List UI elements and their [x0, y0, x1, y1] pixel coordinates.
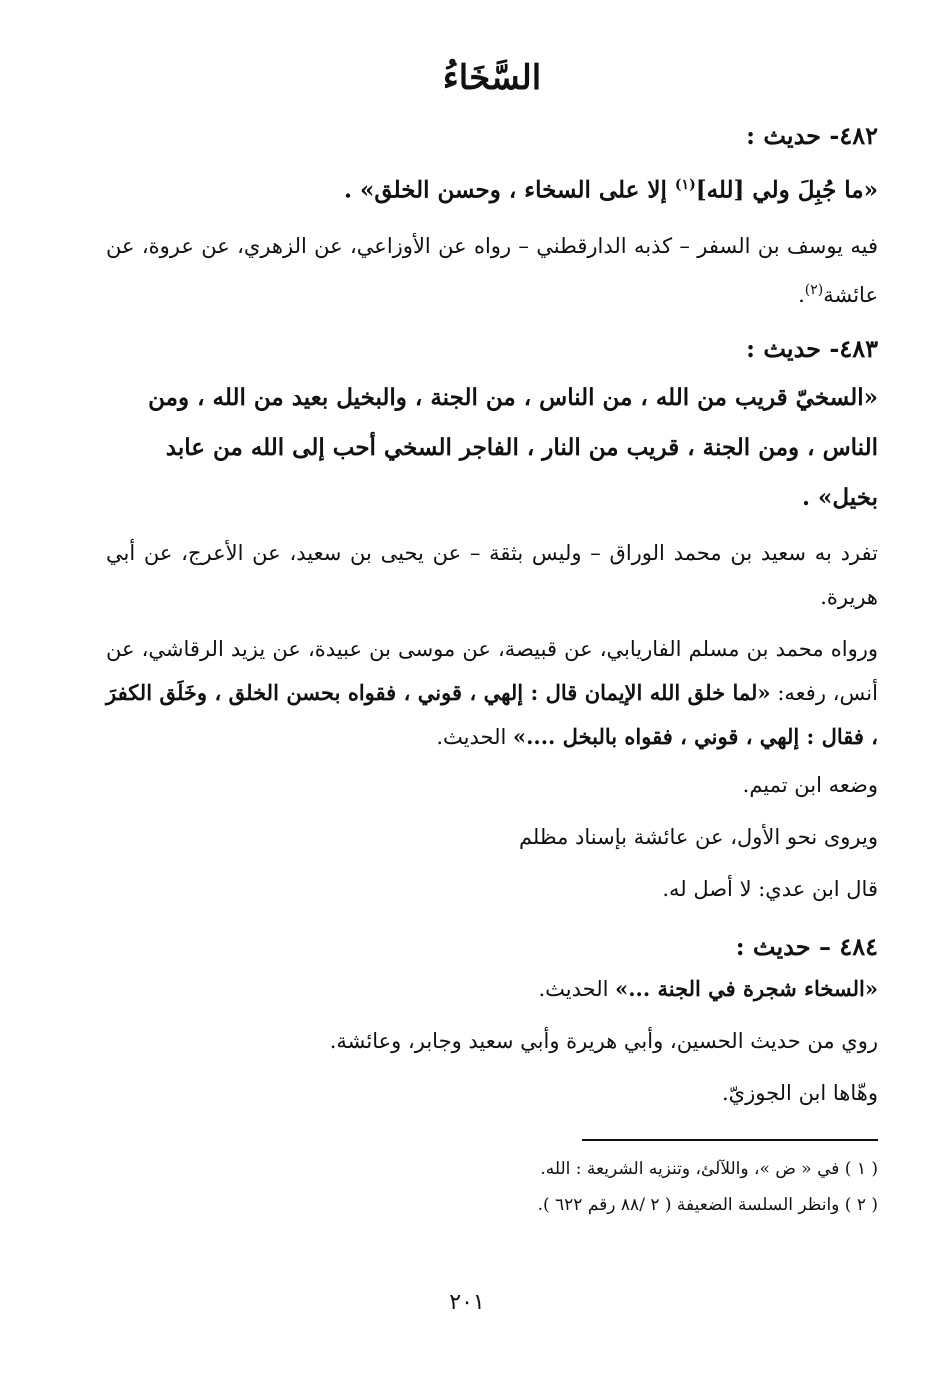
- hadith-483-text: «السخيّ قريب من الله ، من الناس ، من الجنة ، والبخيل بعيد من الله ، ومن الناس ، ومن الجنة ، قريب من النار ، الفاجر السخي أحب إلى الله من عابد بخيل» .: [148, 383, 878, 511]
- hadith-484-line-1: روي من حديث الحسين، وأبي هريرة وأبي سعيد وجابر، وعائشة.: [329, 1028, 878, 1053]
- footnotes: [106, 1151, 878, 1223]
- hadith-482-commentary-a: فيه يوسف بن السفر – كذبه الدارقطني – رواه عن الأوزاعي، عن الزهري، عن عروة، عن عائشة: [106, 233, 878, 307]
- hadith-484-matn: «السخاء شجرة في الجنة ...»: [615, 975, 878, 1001]
- hadith-482-commentary-b: .: [798, 282, 805, 307]
- hadith-483-line-3: قال ابن عدي: لا أصل له.: [662, 876, 878, 901]
- hadith-484-text: [106, 963, 878, 1015]
- footnote-separator: [582, 1139, 878, 1141]
- hadith-483-commentary-1: تفرد به سعيد بن محمد الوراق – وليس بثقة – عن يحيى بن سعيد، عن الأعرج، عن أبي هريرة.: [106, 540, 878, 609]
- footnote-ref-1: (١): [674, 177, 696, 193]
- footnote-2: ( ٢ ) وانظر السلسة الضعيفة ( ٢ /٨٨ رقم ٦٢٢ ).: [537, 1194, 878, 1215]
- hadith-482-heading: ٤٨٢- حديث :: [746, 121, 878, 150]
- hadith-483-line-1: وضعه ابن تميم.: [742, 772, 878, 797]
- hadith-483-commentary-2a: ورواه محمد بن مسلم الفاريابي، عن قبيصة، عن موسى بن عبيدة، عن يزيد الرقاشي، عن أنس، رفعه:: [106, 636, 878, 705]
- page-number: ٢٠١: [449, 1290, 485, 1315]
- hadith-484-heading: ٤٨٤ – حديث :: [735, 931, 878, 961]
- hadith-483-line-2: ويروى نحو الأول، عن عائشة بإسناد مظلم: [518, 824, 878, 849]
- hadith-482-matn-a: «ما جُبِلَ ولي [لله]: [695, 176, 878, 204]
- footnote-1: ( ١ ) في « ض »، واللآلئ، وتنزيه الشريعة : الله.: [540, 1158, 878, 1179]
- chapter-title: السَّخَاءُ: [442, 58, 542, 98]
- hadith-483-quote: «لما خلق الله الإيمان قال : إلهي ، قوني ، فقواه بحسن الخلق ، وخَلَق الكفرَ ، فقال : إلهي ، قوني ، فقواه بالبخل ....»: [106, 679, 878, 749]
- hadith-484-line-2: وهّاها ابن الجوزيّ.: [722, 1080, 878, 1105]
- hadith-483-commentary-2c: الحديث.: [436, 724, 513, 749]
- hadith-484-matn-suffix: الحديث.: [538, 976, 616, 1001]
- hadith-482-commentary: [106, 224, 878, 317]
- footnote-ref-2: (٢): [804, 281, 824, 298]
- hadith-483-commentary-2: [106, 627, 878, 759]
- hadith-482-text: [106, 160, 878, 216]
- hadith-483-heading: ٤٨٣- حديث :: [746, 333, 878, 363]
- hadith-482-matn-b: إلا على السخاء ، وحسن الخلق» .: [344, 176, 675, 204]
